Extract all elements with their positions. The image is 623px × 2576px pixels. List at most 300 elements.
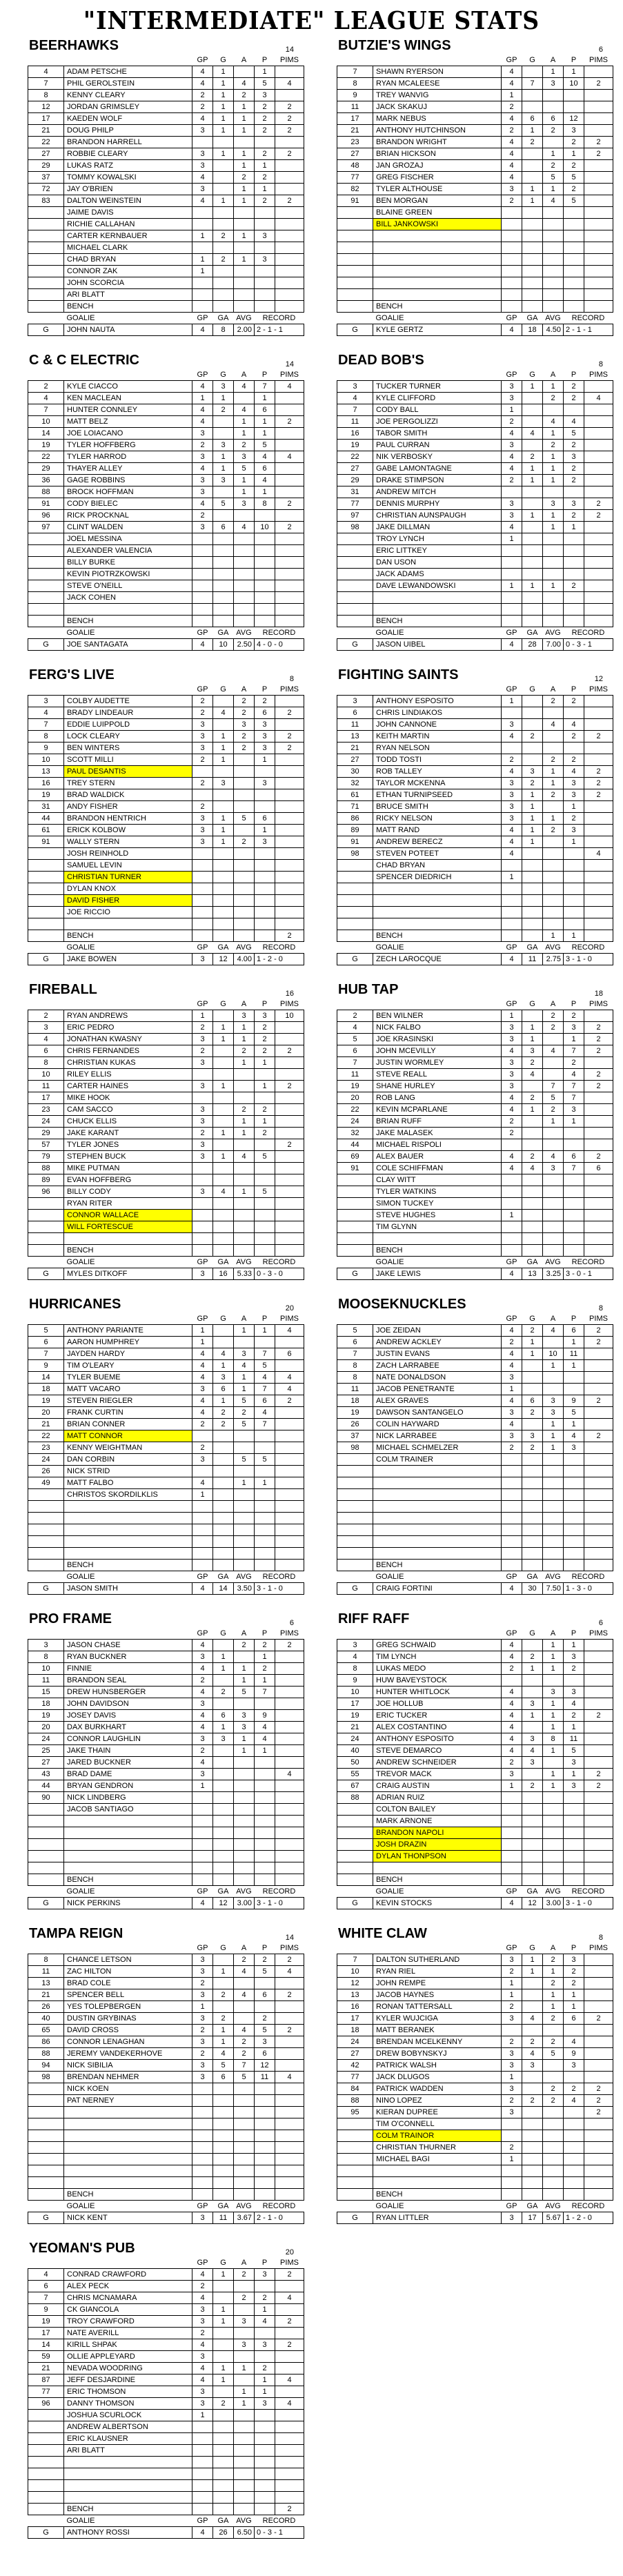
player-gp <box>192 2421 213 2433</box>
player-a <box>234 1069 255 1081</box>
player-gp <box>192 1430 213 1442</box>
player-pims <box>584 90 613 101</box>
col-header-gp: GP <box>506 2202 517 2210</box>
player-number <box>28 2421 64 2433</box>
player-number <box>28 1210 64 1221</box>
player-name: TIM O'CONNELL <box>373 2118 502 2130</box>
roster-table <box>28 369 304 651</box>
player-g <box>522 1139 543 1151</box>
col-header-gp: GP <box>197 1887 208 1896</box>
player-pims <box>584 1757 613 1769</box>
player-pims <box>275 1337 304 1348</box>
player-a <box>543 1174 564 1186</box>
player-pims <box>275 754 304 766</box>
player-number <box>28 254 64 266</box>
col-header-g: G <box>529 1944 535 1952</box>
player-p: 4 <box>255 451 275 463</box>
player-number: 27 <box>337 2048 373 2060</box>
player-p <box>564 2177 584 2189</box>
bench-row <box>28 2504 304 2515</box>
player-name: JAY O'BRIEN <box>64 184 192 195</box>
player-name <box>373 1513 502 1524</box>
player-a <box>234 907 255 918</box>
player-number <box>337 1210 373 1221</box>
player-p: 2 <box>255 113 275 125</box>
player-g: 1 <box>213 2363 234 2375</box>
player-name: JARED BUCKNER <box>64 1757 192 1769</box>
player-g: 2 <box>522 2095 543 2107</box>
player-name: PATRICK WADDEN <box>373 2083 502 2095</box>
player-name <box>64 1536 192 1548</box>
player-row <box>337 1210 613 1221</box>
bench-gp <box>192 1874 213 1886</box>
player-row <box>28 2154 304 2165</box>
player-p <box>255 1780 275 1792</box>
player-name: JAYDEN HARDY <box>64 1348 192 1360</box>
player-number: 5 <box>28 1325 64 1337</box>
player-gp <box>502 2165 522 2177</box>
player-a: 4 <box>543 1325 564 1337</box>
player-a <box>234 289 255 301</box>
player-g <box>213 801 234 813</box>
col-header-g: G <box>529 1000 535 1008</box>
player-number: 6 <box>28 1337 64 1348</box>
player-number: 19 <box>337 1407 373 1419</box>
player-a: 5 <box>234 1395 255 1407</box>
player-name: NICK LINDBERG <box>64 1792 192 1804</box>
player-name: JAN GROZAJ <box>373 160 502 172</box>
goalie-avg: 3.25 <box>543 1268 564 1280</box>
goalie-position: G <box>337 1583 373 1595</box>
player-p: 1 <box>564 1360 584 1372</box>
player-number <box>28 2492 64 2504</box>
player-g <box>522 1116 543 1128</box>
player-row <box>337 1733 613 1745</box>
player-name: BRADY LINDEAUR <box>64 707 192 719</box>
goalie-avg: 2.50 <box>234 639 255 651</box>
player-name <box>373 1524 502 1536</box>
player-g <box>213 416 234 428</box>
player-a <box>543 860 564 872</box>
player-g: 2 <box>522 1057 543 1069</box>
player-pims <box>275 510 304 522</box>
player-number <box>337 1466 373 1477</box>
player-p: 1 <box>255 66 275 78</box>
player-row <box>28 172 304 184</box>
player-a: 1 <box>234 184 255 195</box>
player-p <box>564 1454 584 1466</box>
player-number <box>28 883 64 895</box>
player-gp <box>502 1221 522 1233</box>
player-a: 1 <box>543 66 564 78</box>
roster-table <box>28 1313 304 1595</box>
player-row <box>28 510 304 522</box>
player-g <box>213 1839 234 1851</box>
player-a: 2 <box>543 1954 564 1966</box>
player-row <box>337 766 613 778</box>
player-name: JACK SKAKUJ <box>373 101 502 113</box>
player-pims <box>584 569 613 580</box>
player-name: RONAN TATTERSALL <box>373 2001 502 2013</box>
player-number <box>337 2142 373 2154</box>
player-number: 2 <box>28 1010 64 1022</box>
player-row <box>28 416 304 428</box>
bench-label: BENCH <box>373 301 502 313</box>
player-gp: 1 <box>502 1010 522 1022</box>
player-row <box>337 451 613 463</box>
player-row <box>28 1092 304 1104</box>
player-pims <box>275 1698 304 1710</box>
bench-g <box>522 1560 543 1571</box>
col-header-ga: GA <box>526 1258 538 1266</box>
player-p <box>255 2410 275 2421</box>
player-p <box>255 2154 275 2165</box>
player-number <box>28 1233 64 1245</box>
col-header-g: G <box>529 1315 535 1323</box>
player-row <box>28 428 304 440</box>
player-row <box>28 2118 304 2130</box>
spacer <box>64 1628 192 1640</box>
bench-label: BENCH <box>373 616 502 627</box>
player-g <box>213 1325 234 1337</box>
player-row <box>28 1862 304 1874</box>
player-p: 6 <box>255 2048 275 2060</box>
player-pims <box>275 475 304 486</box>
player-p <box>564 1827 584 1839</box>
player-p: 11 <box>564 1348 584 1360</box>
player-p: 1 <box>255 1081 275 1092</box>
player-g <box>522 242 543 254</box>
player-number: 24 <box>28 1454 64 1466</box>
player-name: WILL FORTESCUE <box>64 1221 192 1233</box>
player-a <box>234 2375 255 2386</box>
player-number <box>28 1827 64 1839</box>
player-pims <box>275 2421 304 2433</box>
player-a <box>234 1536 255 1548</box>
player-a: 1 <box>234 486 255 498</box>
player-gp: 3 <box>192 2072 213 2083</box>
player-name: ANDREW SCHNEIDER <box>373 1757 502 1769</box>
player-name: CONNOR WALLACE <box>64 1210 192 1221</box>
spacer <box>337 942 373 954</box>
col-header-avg: AVG <box>545 1258 561 1266</box>
player-pims: 2 <box>275 498 304 510</box>
player-g: 1 <box>522 125 543 137</box>
player-row <box>337 1198 613 1210</box>
player-row <box>28 1466 304 1477</box>
player-row <box>28 2386 304 2398</box>
col-header-pims: PIMS <box>589 56 608 64</box>
col-header-g: G <box>220 371 226 379</box>
player-pims: 2 <box>584 498 613 510</box>
player-row <box>337 416 613 428</box>
player-p: 3 <box>564 1104 584 1116</box>
player-a <box>234 766 255 778</box>
player-p <box>255 592 275 604</box>
player-gp: 4 <box>502 113 522 125</box>
player-name <box>64 1839 192 1851</box>
player-name: EDDIE LUIPPOLD <box>64 719 192 731</box>
player-pims <box>275 860 304 872</box>
player-row <box>337 498 613 510</box>
player-row <box>337 895 613 907</box>
player-number <box>337 277 373 289</box>
player-number: 14 <box>28 428 64 440</box>
col-header-avg: AVG <box>545 1573 561 1581</box>
player-a <box>543 1372 564 1384</box>
player-a: 4 <box>543 719 564 731</box>
player-pims <box>275 789 304 801</box>
goalie-name: NICK KENT <box>64 2212 192 2224</box>
player-g <box>213 1745 234 1757</box>
bench-p: 1 <box>564 930 584 942</box>
player-name: LOCK CLEARY <box>64 731 192 743</box>
player-row <box>337 860 613 872</box>
player-pims <box>275 254 304 266</box>
team-name: FERG'S LIVE <box>29 667 115 682</box>
player-g <box>213 2095 234 2107</box>
player-gp: 3 <box>502 789 522 801</box>
player-a <box>234 2165 255 2177</box>
col-header-avg: AVG <box>545 1887 561 1896</box>
player-pims <box>275 1477 304 1489</box>
player-p: 3 <box>564 1022 584 1034</box>
player-pims <box>275 1862 304 1874</box>
player-gp: 4 <box>192 1360 213 1372</box>
player-name: TIM LYNCH <box>373 1651 502 1663</box>
player-a: 5 <box>234 1419 255 1430</box>
player-row <box>337 2083 613 2095</box>
bench-p <box>255 1560 275 1571</box>
spacer <box>28 1571 64 1583</box>
player-g <box>213 872 234 883</box>
player-p <box>255 789 275 801</box>
player-number: 65 <box>28 2025 64 2036</box>
player-row <box>337 545 613 557</box>
player-name: RICHIE CALLAHAN <box>64 219 192 230</box>
player-name: CHAD BRYAN <box>373 860 502 872</box>
bench-number <box>337 1560 373 1571</box>
player-row <box>28 1034 304 1045</box>
player-pims <box>275 1454 304 1466</box>
player-name: TOMMY KOWALSKI <box>64 172 192 184</box>
col-header-avg: AVG <box>545 943 561 952</box>
stats-column-headers <box>337 1943 613 1954</box>
player-a <box>234 2410 255 2421</box>
player-g: 4 <box>213 707 234 719</box>
goalie-record: 0 - 3 - 1 <box>255 2527 304 2539</box>
player-row <box>28 1675 304 1687</box>
player-a <box>543 801 564 813</box>
player-p <box>564 1851 584 1862</box>
spacer <box>337 369 373 381</box>
player-pims <box>584 2118 613 2130</box>
bench-pims <box>584 2189 613 2201</box>
player-a: 1 <box>543 1360 564 1372</box>
player-name: JAKE DILLMAN <box>373 522 502 533</box>
player-number: 7 <box>28 78 64 90</box>
player-pims <box>275 895 304 907</box>
player-p: 2 <box>255 1128 275 1139</box>
player-p <box>255 2480 275 2492</box>
player-name: JOE HOLLUB <box>373 1698 502 1710</box>
player-g <box>522 148 543 160</box>
player-a: 5 <box>543 172 564 184</box>
player-g <box>522 90 543 101</box>
player-number: 21 <box>28 1419 64 1430</box>
player-name: ANTHONY ESPOSITO <box>373 1733 502 1745</box>
player-g <box>522 707 543 719</box>
player-pims: 2 <box>275 1395 304 1407</box>
player-p: 11 <box>255 2072 275 2083</box>
player-number: 50 <box>337 1757 373 1769</box>
player-a: 2 <box>234 90 255 101</box>
player-pims <box>584 860 613 872</box>
player-name: LUKAS MEDO <box>373 1663 502 1675</box>
goalie-gp: 4 <box>502 1268 522 1280</box>
player-p <box>564 1198 584 1210</box>
player-gp: 4 <box>502 1710 522 1722</box>
player-a <box>543 1139 564 1151</box>
player-number: 59 <box>28 2351 64 2363</box>
player-a: 7 <box>234 2060 255 2072</box>
player-a <box>234 1851 255 1862</box>
player-g <box>522 1210 543 1221</box>
player-row <box>337 1489 613 1501</box>
player-gp: 4 <box>192 498 213 510</box>
player-number <box>28 1851 64 1862</box>
player-p: 1 <box>564 1116 584 1128</box>
team-riff-raff <box>337 1611 614 1909</box>
player-gp: 3 <box>502 778 522 789</box>
player-g: 1 <box>213 1081 234 1092</box>
player-p <box>564 254 584 266</box>
player-a <box>234 2492 255 2504</box>
player-a: 2 <box>234 2269 255 2281</box>
col-header-p: P <box>261 685 268 694</box>
team-pims-total: 6 <box>598 1619 603 1627</box>
spacer <box>28 313 64 324</box>
player-gp <box>502 1466 522 1477</box>
player-number <box>28 266 64 277</box>
player-row <box>337 1045 613 1057</box>
player-gp: 4 <box>192 113 213 125</box>
player-row <box>337 1954 613 1966</box>
player-gp: 2 <box>192 778 213 789</box>
player-row <box>28 860 304 872</box>
player-a <box>234 1827 255 1839</box>
player-row <box>28 486 304 498</box>
stats-column-headers <box>28 1628 304 1640</box>
player-number: 98 <box>337 848 373 860</box>
player-gp: 3 <box>192 486 213 498</box>
player-p: 1 <box>255 825 275 836</box>
player-number: 31 <box>337 486 373 498</box>
player-number: 18 <box>28 1698 64 1710</box>
player-gp: 4 <box>192 2363 213 2375</box>
player-a: 2 <box>543 1010 564 1022</box>
player-name: JOSH REINHOLD <box>64 848 192 860</box>
player-g <box>213 1954 234 1966</box>
col-header-gp: GP <box>506 1258 517 1266</box>
goalie-record: 1 - 2 - 0 <box>255 954 304 965</box>
player-row <box>337 743 613 754</box>
player-a <box>234 2433 255 2445</box>
player-name: CHRISTIAN THURNER <box>373 2142 502 2154</box>
player-gp: 2 <box>502 1116 522 1128</box>
player-gp: 3 <box>192 1151 213 1163</box>
player-p: 2 <box>255 148 275 160</box>
player-g <box>522 754 543 766</box>
player-gp: 4 <box>192 1687 213 1698</box>
player-pims: 4 <box>275 1769 304 1780</box>
player-pims <box>584 1966 613 1978</box>
player-number <box>28 242 64 254</box>
player-p: 2 <box>255 696 275 707</box>
player-name: JASON CHASE <box>64 1640 192 1651</box>
player-p: 2 <box>255 172 275 184</box>
player-number <box>337 1851 373 1862</box>
player-a: 4 <box>234 78 255 90</box>
player-name: BRAD DAME <box>64 1769 192 1780</box>
player-g <box>213 207 234 219</box>
player-pims <box>584 1640 613 1651</box>
player-name: KYLE CIACCO <box>64 381 192 393</box>
player-p <box>255 557 275 569</box>
player-pims <box>584 2072 613 2083</box>
bench-pims <box>584 930 613 942</box>
player-name: NEVADA WOODRING <box>64 2363 192 2375</box>
player-p <box>564 1792 584 1804</box>
player-row <box>28 440 304 451</box>
player-name: JOHN SCORCIA <box>64 277 192 289</box>
player-number <box>28 1198 64 1210</box>
player-gp <box>192 207 213 219</box>
player-gp: 4 <box>192 66 213 78</box>
player-row <box>337 883 613 895</box>
player-pims <box>584 1104 613 1116</box>
player-p: 3 <box>255 2339 275 2351</box>
player-number: 11 <box>337 1384 373 1395</box>
player-p <box>255 883 275 895</box>
player-row <box>28 1792 304 1804</box>
goalie-column-headers <box>337 942 613 954</box>
player-pims <box>275 1069 304 1081</box>
player-number <box>337 883 373 895</box>
player-g: 3 <box>522 2060 543 2072</box>
bench-g <box>213 616 234 627</box>
bench-a <box>234 2504 255 2515</box>
player-pims <box>275 230 304 242</box>
player-gp <box>502 1675 522 1687</box>
player-name: CONNOR ZAK <box>64 266 192 277</box>
player-row <box>337 696 613 707</box>
player-p <box>255 1839 275 1851</box>
player-p <box>255 1757 275 1769</box>
player-gp <box>192 137 213 148</box>
player-g <box>213 2281 234 2292</box>
player-number: 20 <box>28 1722 64 1733</box>
player-number: 8 <box>28 1057 64 1069</box>
player-g <box>213 1489 234 1501</box>
player-name <box>64 2457 192 2468</box>
player-a: 4 <box>234 1989 255 2001</box>
player-number: 29 <box>28 1128 64 1139</box>
player-p <box>255 137 275 148</box>
player-p: 2 <box>564 510 584 522</box>
team-header <box>338 1926 614 1942</box>
player-gp: 4 <box>502 137 522 148</box>
